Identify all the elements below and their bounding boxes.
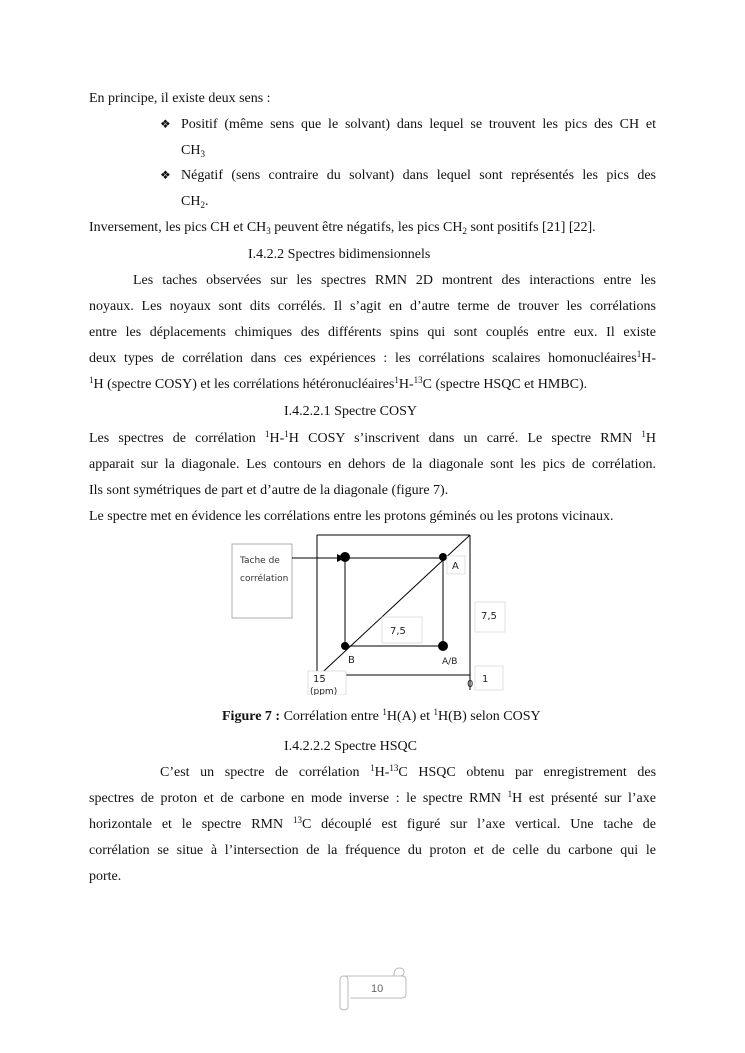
paragraph-line: horizontale et le spectre RMN $^{13}$C découplé est figuré sur l’axe vertical. Une tache de: [89, 815, 657, 832]
section-heading-hsqc: I.4.2.2.2 Spectre HSQC: [284, 739, 417, 754]
callout-label-line2: corrélation: [240, 574, 289, 584]
axis-unit: (ppm): [310, 687, 338, 695]
diamond-bullet-icon: ❖: [160, 168, 171, 182]
section-heading-cosy: I.4.2.2.1 Spectre COSY: [284, 404, 417, 419]
paragraph-line: deux types de corrélation dans ces expériences : les corrélations scalaires homonucléaires$^1$H-: [89, 349, 656, 366]
diamond-bullet-icon: ❖: [160, 117, 171, 131]
paragraph-line: porte.: [89, 869, 122, 884]
paragraph-line: entre les déplacements chimiques des différents spins qui sont couplés entre eux. Il existe: [89, 325, 656, 340]
inverse-line: Inversement, les pics CH et $CH_3$ peuvent être négatifs, les pics $CH_2$ sont positifs [21] [22].: [89, 220, 596, 236]
paragraph-line: corrélation se situe à l’intersection de la fréquence du proton et de celle du carbone qui le: [89, 843, 656, 858]
section-heading-bidim: I.4.2.2 Spectres bidimensionnels: [248, 247, 431, 262]
paragraph-line: Les taches observées sur les spectres RMN 2D montrent des interactions entre les: [133, 273, 656, 288]
paragraph-line: noyaux. Les noyaux sont dits corrélés. Il s’agit en d’autre terme de trouver les corrélations: [89, 299, 656, 314]
value-right: 7,5: [481, 611, 497, 622]
correlation-peak-top: [340, 552, 350, 562]
cosy-figure: [230, 530, 510, 695]
paragraph-line: Ils sont symétriques de part et d’autre de la diagonale (figure 7).: [89, 483, 449, 498]
paragraph-line: spectres de proton et de carbone en mode inverse : le spectre RMN $^1$H est présenté sur l’axe: [89, 789, 656, 806]
paragraph-line: C’est un spectre de corrélation $^1$H-$^{13}$C HSQC obtenu par enregistrement des: [160, 763, 657, 780]
bullet-positive-line1: Positif (même sens que le solvant) dans lequel se trouvent les pics des CH et: [181, 117, 656, 132]
figure-caption: Figure 7 : Corrélation entre $^1$H(A) et $^1$H(B) selon COSY: [222, 707, 541, 724]
label-B: B: [348, 655, 355, 666]
correlation-peak-AB: [438, 641, 448, 651]
paragraph-line: apparait sur la diagonale. Les contours en dehors de la diagonale sont les pics de corrélation.: [89, 457, 656, 472]
label-A: A: [452, 561, 459, 572]
paragraph-line: $^1$H (spectre COSY) et les corrélations hétéronucléaires$^1$H-$^{13}$C (spectre HSQC et HMBC).: [89, 375, 588, 392]
page-number-scroll: [336, 962, 411, 1012]
axis-label-box-right: [475, 666, 503, 690]
scroll-curl-right: [394, 968, 404, 976]
axis-label-1: 1: [482, 674, 489, 685]
diagonal-peak-B: [341, 642, 349, 650]
diagonal-peak-A: [439, 553, 447, 561]
intro-line: En principe, il existe deux sens :: [89, 91, 271, 106]
paragraph-line: Le spectre met en évidence les corrélations entre les protons géminés ou les protons vicinaux.: [89, 509, 614, 524]
axis-label-0: 0: [467, 679, 474, 690]
value-inner: 7,5: [390, 626, 406, 637]
bullet-negative-line2: $CH_2$.: [181, 194, 209, 210]
scroll-roll-left: [340, 976, 348, 1010]
page-number: 10: [371, 983, 384, 995]
callout-label-line1: Tache de: [240, 556, 280, 566]
axis-label-15: 15: [313, 674, 326, 685]
label-AB: A/B: [442, 657, 458, 667]
bullet-positive-line2: $CH_3$: [181, 143, 205, 159]
paragraph-line: Les spectres de corrélation $^1$H-$^1$H COSY s’inscrivent dans un carré. Le spectre RMN $^1$H: [89, 429, 657, 446]
bullet-negative-line1: Négatif (sens contraire du solvant) dans lequel sont représentés les pics des: [181, 168, 656, 183]
